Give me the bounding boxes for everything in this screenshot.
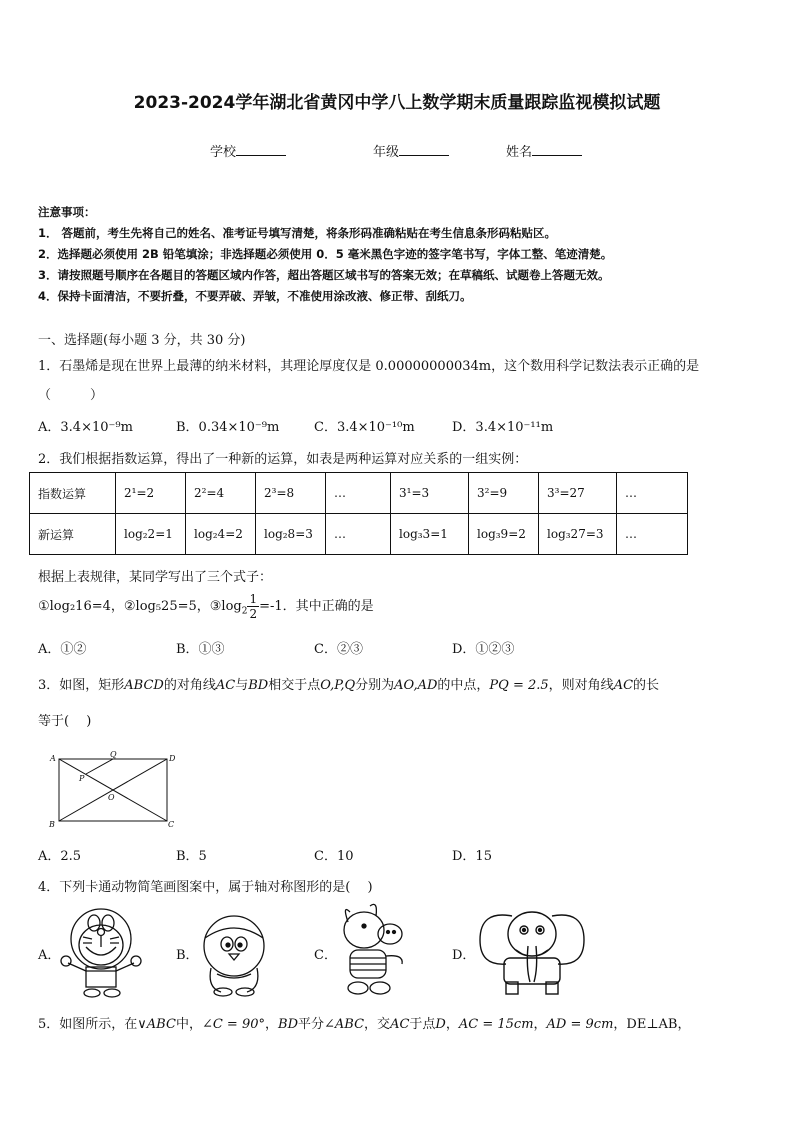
fraction-den: 2 — [249, 607, 258, 621]
table-cell: log₃27=3 — [539, 514, 617, 555]
math: ABCD — [124, 678, 164, 693]
school-label: 学校 — [210, 145, 237, 160]
label-d: D — [169, 754, 176, 763]
grade-blank — [399, 143, 449, 156]
table-cell: … — [617, 514, 688, 555]
school-blank — [236, 143, 286, 156]
name-blank — [532, 143, 582, 156]
table-cell: 3²=9 — [469, 473, 539, 514]
q1-option-d: D．3.4×10⁻¹¹m — [452, 420, 554, 435]
math: BD — [248, 678, 269, 693]
operations-table — [29, 472, 688, 555]
q2-option-c: C．②③ — [314, 642, 363, 657]
name-label: 姓名 — [506, 145, 533, 160]
expr-sub: 2 — [241, 606, 248, 617]
text: ， — [265, 1017, 279, 1032]
fraction — [247, 592, 259, 621]
text: ， — [445, 1017, 459, 1032]
q4-option-b: B． — [176, 948, 199, 963]
table-cell: … — [617, 473, 688, 514]
question-2-after: 根据上表规律，某同学写出了三个式子： — [38, 570, 273, 585]
table-cell: 新运算 — [30, 514, 116, 555]
text: ，DE⊥AB， — [613, 1017, 691, 1032]
grade-field — [373, 141, 449, 160]
math: O,P,Q — [320, 678, 356, 693]
q3-option-c: C．10 — [314, 849, 354, 864]
table-cell: 2²=4 — [186, 473, 256, 514]
rectangle-figure — [44, 748, 184, 832]
q2-option-d: D．①②③ — [452, 642, 515, 657]
q4-option-a: A． — [38, 948, 61, 963]
label-b: B — [49, 820, 55, 829]
table-cell: 3³=27 — [539, 473, 617, 514]
math: ∠ABC — [324, 1017, 365, 1032]
text: 与 — [235, 678, 249, 693]
section-heading: 一、选择题(每小题 3 分，共 30 分) — [38, 333, 246, 348]
text: 于点 — [409, 1017, 436, 1032]
notice-heading: 注意事项： — [38, 205, 96, 219]
text: ， — [533, 1017, 547, 1032]
math: BD — [278, 1017, 298, 1032]
table-cell: … — [326, 473, 391, 514]
q1-option-c: C．3.4×10⁻¹⁰m — [314, 420, 415, 435]
doraemon-drawing — [56, 903, 146, 999]
text: 的中点， — [437, 678, 490, 693]
penguin-drawing — [197, 908, 275, 998]
math: AD = 9cm — [546, 1017, 614, 1032]
question-2-text: 2．我们根据指数运算，得出了一种新的运算，如表是两种运算对应关系的一组实例： — [38, 452, 528, 467]
label-o: O — [108, 793, 115, 802]
table-cell: log₂2=1 — [116, 514, 186, 555]
page-title: 2023-2024学年湖北省黄冈中学八上数学期末质量跟踪监视模拟试题 — [133, 93, 661, 113]
notice-item: 2．选择题必须使用 2B 铅笔填涂；非选择题必须使用 0．5 毫米黑色字迹的签字笔书写，字体工整、笔迹清楚。 — [38, 247, 613, 261]
segment-pq — [86, 759, 113, 774]
math: AC — [215, 678, 236, 693]
math: ∠C = 90° — [201, 1017, 265, 1032]
text: 3．如图，矩形 — [38, 678, 125, 693]
math: AO,AD — [394, 678, 438, 693]
table-cell: 3¹=3 — [391, 473, 469, 514]
table-cell: 2³=8 — [256, 473, 326, 514]
text: ，则对角线 — [548, 678, 614, 693]
math: AC = 15cm — [458, 1017, 534, 1032]
math: D — [435, 1017, 446, 1032]
table-cell: 指数运算 — [30, 473, 116, 514]
table-row — [30, 473, 688, 514]
table-cell: log₂4=2 — [186, 514, 256, 555]
expr-part: =-1．其中正确的是 — [259, 599, 374, 614]
q3-option-b: B．5 — [176, 849, 207, 864]
text: 平分 — [298, 1017, 325, 1032]
question-2-exprs — [38, 592, 374, 621]
question-1-paren: （ ） — [38, 388, 104, 403]
label-a: A — [50, 754, 56, 763]
question-5-text — [38, 1013, 691, 1032]
q4-option-c: C． — [314, 948, 337, 963]
school-field — [210, 141, 286, 160]
question-3-line2: 等于( ) — [38, 714, 92, 729]
notice-item: 4．保持卡面清洁，不要折叠，不要弄破、弄皱，不准使用涂改液、修正带、刮纸刀。 — [38, 289, 472, 303]
table-cell: log₃9=2 — [469, 514, 539, 555]
q3-option-a: A．2.5 — [38, 849, 82, 864]
piglet-drawing — [336, 900, 414, 1000]
name-field — [506, 141, 582, 160]
notice-item: 1． 答题前，考生先将自己的姓名、准考证号填写清楚，将条形码准确粘贴在考生信息条形码粘贴区。 — [38, 226, 556, 240]
table-cell: log₂8=3 — [256, 514, 326, 555]
table-cell: log₃3=1 — [391, 514, 469, 555]
math: AC — [613, 678, 634, 693]
fraction-num: 1 — [249, 592, 258, 606]
text: ，交 — [364, 1017, 391, 1032]
table-row — [30, 514, 688, 555]
elephant-drawing — [476, 906, 588, 1000]
q1-option-b: B．0.34×10⁻⁹m — [176, 420, 280, 435]
text: 相交于点 — [268, 678, 321, 693]
text: 中， — [175, 1017, 202, 1032]
label-p: P — [79, 774, 85, 783]
grade-label: 年级 — [373, 145, 400, 160]
label-q: Q — [110, 750, 117, 759]
notice-item: 3．请按照题号顺序在各题目的答题区域内作答，超出答题区域书写的答案无效；在草稿纸、试题卷上答题无效。 — [38, 268, 610, 282]
math: AC — [390, 1017, 410, 1032]
q1-option-a: A．3.4×10⁻⁹m — [38, 420, 133, 435]
label-c: C — [168, 820, 175, 829]
text: 分别为 — [355, 678, 395, 693]
q2-option-a: A．①② — [38, 642, 87, 657]
table-cell: 2¹=2 — [116, 473, 186, 514]
text: 5．如图所示，在 — [38, 1017, 138, 1032]
math: ∨ABC — [137, 1017, 176, 1032]
q2-option-b: B．①③ — [176, 642, 225, 657]
q4-option-d: D． — [452, 948, 476, 963]
text: 的长 — [633, 678, 660, 693]
text: 的对角线 — [163, 678, 216, 693]
question-1-text: 1．石墨烯是现在世界上最薄的纳米材料，其理论厚度仅是 0.00000000034m，这个数用科学记数法表示正确的是 — [38, 359, 700, 374]
question-4-text: 4．下列卡通动物简笔画图案中，属于轴对称图形的是( ) — [38, 880, 373, 895]
math: PQ = 2.5 — [489, 678, 549, 693]
expr-part: ①log₂16=4，②log₅25=5，③log — [38, 599, 242, 614]
table-cell: … — [326, 514, 391, 555]
q3-option-d: D．15 — [452, 849, 492, 864]
question-3-line1 — [38, 674, 659, 693]
